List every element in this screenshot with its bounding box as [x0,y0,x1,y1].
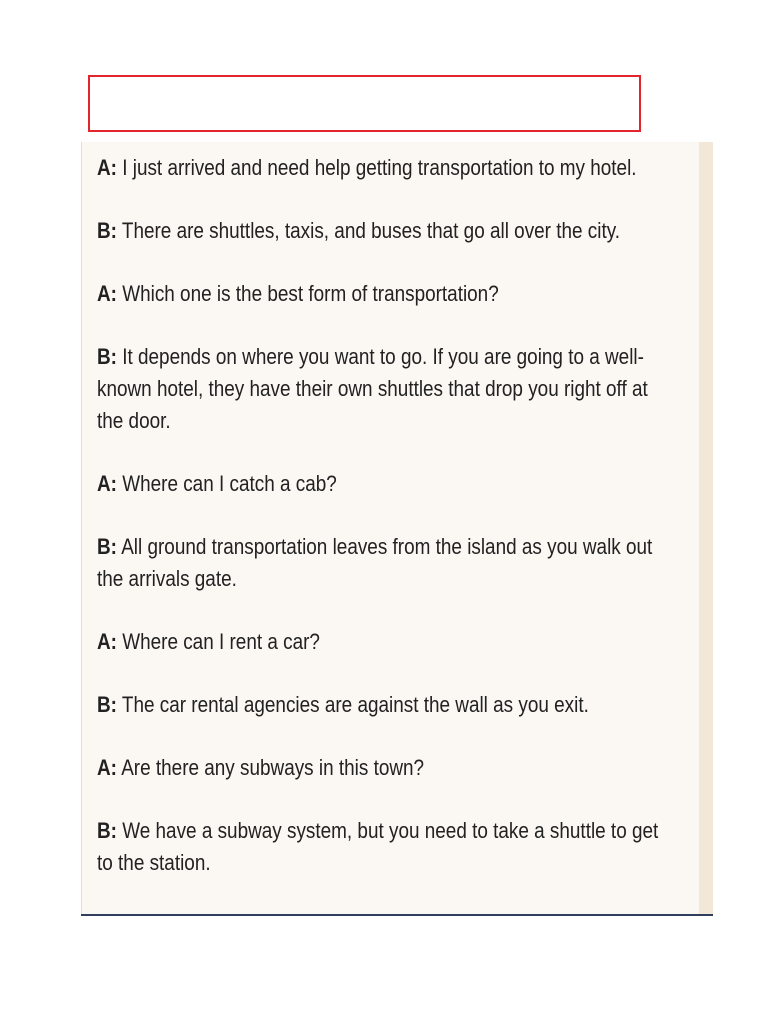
dialogue-line [97,468,671,500]
dialogue-line [97,752,671,784]
dialogue-text: Where can I catch a cab? [122,471,337,496]
dialogue-text: All ground transportation leaves from the island as you walk out the arrivals gate. [97,534,653,591]
speaker-label: B: [97,534,117,559]
dialogue-line [97,341,671,437]
dialogue-text: It depends on where you want to go. If you are going to a well-known hotel, they have their own shuttles that drop you right off at the door. [97,344,648,433]
dialogue-line [97,815,671,879]
speaker-label: A: [97,629,117,654]
dialogue-line [97,689,671,721]
panel-bottom-rule [81,914,713,916]
dialogue-text: Are there any subways in this town? [121,755,425,780]
dialogue-text: There are shuttles, taxis, and buses that go all over the city. [121,218,621,243]
speaker-label: A: [97,755,117,780]
speaker-label: B: [97,218,117,243]
dialogue-text: Where can I rent a car? [122,629,320,654]
title-box [88,75,641,132]
speaker-label: A: [97,281,117,306]
dialogue-line [97,152,671,184]
dialogue-line [97,215,671,247]
dialogue-text: Which one is the best form of transportation? [122,281,499,306]
speaker-label: A: [97,155,117,180]
panel-right-edge [699,142,713,915]
dialogue-line [97,278,671,310]
speaker-label: B: [97,692,117,717]
dialogue-list [97,152,672,910]
dialogue-text: We have a subway system, but you need to take a shuttle to get to the station. [97,818,659,875]
dialogue-line [97,531,671,595]
dialogue-line [97,626,671,658]
dialogue-text: I just arrived and need help getting transportation to my hotel. [122,155,637,180]
speaker-label: B: [97,818,117,843]
dialogue-text: The car rental agencies are against the wall as you exit. [121,692,589,717]
speaker-label: A: [97,471,117,496]
speaker-label: B: [97,344,117,369]
